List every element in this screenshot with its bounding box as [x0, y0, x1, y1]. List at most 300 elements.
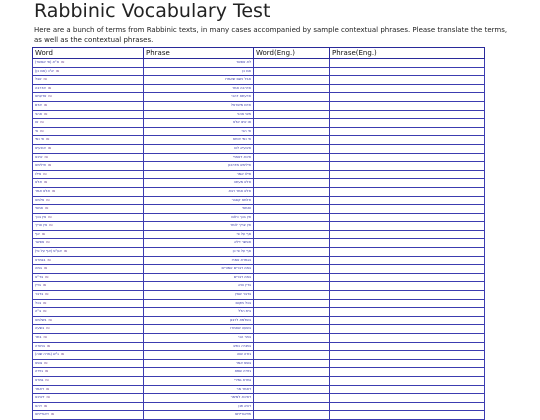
phrase-translation-cell[interactable] [330, 67, 485, 76]
table-row [33, 265, 485, 274]
table-row [33, 359, 485, 368]
hebrew-word: א"כ (אם כן) [35, 68, 54, 73]
phrase-translation-cell[interactable] [330, 153, 485, 162]
word-cell [33, 385, 144, 394]
phrase-translation-cell[interactable] [330, 162, 485, 171]
word-translation-cell[interactable] [254, 76, 330, 85]
word-tag: סו [46, 240, 50, 245]
word-tag: סו [46, 197, 50, 202]
hebrew-phrase: בתר הכי [144, 334, 254, 343]
word-tag: סו [43, 309, 47, 314]
word-cell [33, 136, 144, 145]
word-cell [33, 308, 144, 317]
phrase-translation-cell[interactable] [330, 265, 485, 274]
phrase-translation-cell[interactable] [330, 187, 485, 196]
word-tag: סו [46, 343, 51, 348]
word-tag: סו [44, 360, 48, 365]
hebrew-phrase: אפשר דלא [144, 239, 254, 248]
hebrew-phrase: אילו אמר [144, 170, 254, 179]
table-row [33, 256, 485, 265]
word-translation-cell[interactable] [254, 265, 330, 274]
word-translation-cell[interactable] [254, 291, 330, 300]
hebrew-phrase: גמרא גמירי [144, 376, 254, 385]
instructions-text: Here are a bunch of terms from Rabbinic texts, in many cases accompanied by sample contextual phrases. Please translate the terms, as well as the contextual phrases. [34, 26, 508, 44]
word-cell [33, 196, 144, 205]
hebrew-word: אדרבה [35, 85, 46, 90]
word-translation-cell[interactable] [254, 170, 330, 179]
word-tag: סו [44, 154, 48, 159]
hebrew-phrase: אלמא קסבר [144, 196, 254, 205]
phrase-translation-cell[interactable] [330, 179, 485, 188]
hebrew-word: בכל [35, 300, 42, 305]
hebrew-word: אין בכך [35, 214, 47, 219]
phrase-translation-cell[interactable] [330, 308, 485, 317]
vocabulary-table [32, 47, 485, 420]
table-row [33, 187, 485, 196]
word-cell [33, 162, 144, 171]
phrase-translation-cell[interactable] [330, 110, 485, 119]
word-cell [33, 359, 144, 368]
hebrew-word: בגמרא [35, 257, 46, 262]
word-translation-cell[interactable] [254, 394, 330, 403]
word-tag: סו [43, 77, 47, 82]
word-cell [33, 282, 144, 291]
word-translation-cell[interactable] [254, 359, 330, 368]
word-cell [33, 222, 144, 231]
table-row [33, 282, 485, 291]
table-row [33, 196, 485, 205]
hebrew-phrase: אין בכך כלום [144, 213, 254, 222]
phrase-translation-cell[interactable] [330, 144, 485, 153]
table-row [33, 136, 485, 145]
hebrew-word: איבעיא [35, 145, 46, 150]
hebrew-word: בדבר [35, 292, 44, 297]
hebrew-word: גזירה [35, 369, 43, 374]
phrase-translation-cell[interactable] [330, 59, 485, 68]
word-translation-cell[interactable] [254, 239, 330, 248]
table-header-row [33, 48, 485, 59]
word-cell [33, 351, 144, 360]
table-row [33, 376, 485, 385]
hebrew-phrase: בדין הוא [144, 282, 254, 291]
word-cell [33, 127, 144, 136]
hebrew-phrase: אי נמי אימא [144, 136, 254, 145]
word-translation-cell[interactable] [254, 256, 330, 265]
hebrew-phrase: איכא דאמרי [144, 153, 254, 162]
phrase-translation-cell[interactable] [330, 119, 485, 128]
word-tag: סו [45, 377, 49, 382]
word-cell [33, 265, 144, 274]
word-translation-cell[interactable] [254, 368, 330, 377]
table-body [33, 59, 485, 420]
phrase-translation-cell[interactable] [330, 376, 485, 385]
page-title: Rabbinic Vocabulary Test [34, 0, 271, 22]
hebrew-phrase: אי הכי [144, 127, 254, 136]
word-tag: סו [47, 257, 51, 262]
phrase-translation-cell[interactable] [330, 359, 485, 368]
word-translation-cell[interactable] [254, 308, 330, 317]
hebrew-phrase: איבעיא להו [144, 144, 254, 153]
hebrew-word: בשעה [35, 326, 45, 331]
word-cell [33, 119, 144, 128]
phrase-translation-cell[interactable] [330, 273, 485, 282]
hebrew-word: אלא אמר [35, 188, 50, 193]
word-tag: סו [45, 292, 49, 297]
word-translation-cell[interactable] [254, 376, 330, 385]
word-translation-cell[interactable] [254, 93, 330, 102]
table-row [33, 222, 485, 231]
word-cell [33, 101, 144, 110]
hebrew-word: בתר [35, 335, 42, 339]
table-row [33, 402, 485, 411]
word-translation-cell[interactable] [254, 59, 330, 68]
word-cell [33, 110, 144, 119]
word-translation-cell[interactable] [254, 179, 330, 188]
table-row [33, 368, 485, 377]
word-tag: סו [45, 206, 49, 211]
hebrew-word: אהני [35, 111, 42, 116]
phrase-translation-cell[interactable] [330, 411, 485, 420]
word-translation-cell[interactable] [254, 334, 330, 343]
hebrew-word: אילימא [35, 163, 46, 168]
table-row [33, 325, 485, 334]
hebrew-word: אי נמי [35, 137, 45, 142]
word-tag: סו [48, 214, 52, 219]
phrase-translation-cell[interactable] [330, 325, 485, 334]
table-row [33, 179, 485, 188]
phrase-translation-cell[interactable] [330, 256, 485, 265]
word-cell [33, 153, 144, 162]
word-translation-cell[interactable] [254, 187, 330, 196]
word-cell [33, 239, 144, 248]
hebrew-phrase: לא אפשר [144, 59, 254, 68]
hebrew-word: אדם [35, 102, 42, 107]
hebrew-word: בד"א [35, 274, 44, 279]
word-cell [33, 402, 144, 411]
word-tag: סו [46, 395, 50, 400]
table-row [33, 291, 485, 300]
hebrew-phrase: אף על פי [144, 230, 254, 239]
hebrew-word: אבל [35, 77, 42, 82]
phrase-translation-cell[interactable] [330, 76, 485, 85]
word-translation-cell[interactable] [254, 136, 330, 145]
phrase-translation-cell[interactable] [330, 402, 485, 411]
phrase-translation-cell[interactable] [330, 230, 485, 239]
word-translation-cell[interactable] [254, 162, 330, 171]
hebrew-word: אף [35, 231, 40, 236]
hebrew-word: אמאי [35, 206, 44, 211]
word-translation-cell[interactable] [254, 205, 330, 214]
hebrew-phrase: במה דברים אמורים [144, 265, 254, 274]
word-cell [33, 248, 144, 257]
hebrew-word: אילו [35, 171, 42, 176]
table-row [33, 411, 485, 420]
word-tag: סו [60, 60, 65, 64]
word-tag: סו [46, 326, 50, 331]
word-tag: סו [43, 266, 48, 271]
hebrew-phrase: אם כן [144, 67, 254, 76]
hebrew-phrase: אדרבה אמר [144, 84, 254, 93]
table-row [33, 316, 485, 325]
table-row [33, 170, 485, 179]
table-row [33, 67, 485, 76]
hebrew-word: אין צריך [35, 223, 48, 228]
table-row [33, 273, 485, 282]
hebrew-word: בתורה [35, 343, 45, 348]
hebrew-phrase: גזירה שמא [144, 368, 254, 377]
word-tag: סו [63, 249, 68, 254]
word-translation-cell[interactable] [254, 351, 330, 360]
word-tag: סו [47, 145, 52, 150]
phrase-translation-cell[interactable] [330, 101, 485, 110]
hebrew-phrase: בכל מקום [144, 299, 254, 308]
word-tag: סו [43, 102, 48, 107]
phrase-translation-cell[interactable] [330, 342, 485, 351]
word-cell [33, 76, 144, 85]
table-row [33, 110, 485, 119]
table-row [33, 127, 485, 136]
word-cell [33, 67, 144, 76]
word-cell [33, 93, 144, 102]
hebrew-phrase: מאי אהני [144, 110, 254, 119]
hebrew-phrase: אדם מישראל [144, 101, 254, 110]
table-row [33, 308, 485, 317]
hebrew-word: במה [35, 266, 42, 271]
table-row [33, 351, 485, 360]
hebrew-word: בדין [35, 283, 41, 288]
word-translation-cell[interactable] [254, 248, 330, 257]
table-row [33, 205, 485, 214]
table-row [33, 119, 485, 128]
table-row [33, 144, 485, 153]
word-tag: סו [51, 188, 56, 193]
word-tag: סו [45, 386, 50, 391]
phrase-translation-cell[interactable] [330, 205, 485, 214]
word-tag: סו [50, 412, 55, 417]
word-translation-cell[interactable] [254, 342, 330, 351]
hebrew-phrase: בית הלל [144, 308, 254, 317]
hebrew-phrase: בגמרא אמרו [144, 256, 254, 265]
word-tag: סו [45, 274, 49, 279]
word-tag: סו [60, 352, 65, 357]
column-header-phrase: Phrase [144, 48, 254, 59]
word-tag: סו [40, 120, 44, 125]
hebrew-word: אע"פ (אף על פי) [35, 249, 62, 254]
hebrew-phrase: מדאורייתא [144, 411, 254, 420]
table-row [33, 342, 485, 351]
hebrew-word: אפשר [35, 240, 45, 245]
word-translation-cell[interactable] [254, 110, 330, 119]
hebrew-phrase: בתורה כתיב [144, 342, 254, 351]
word-tag: סו [49, 223, 53, 228]
word-tag: סו [44, 369, 49, 374]
hebrew-phrase: בשעה שאמרו [144, 325, 254, 334]
word-translation-cell[interactable] [254, 127, 330, 136]
word-cell [33, 256, 144, 265]
word-translation-cell[interactable] [254, 385, 330, 394]
hebrew-phrase: דאיכא למימר [144, 394, 254, 403]
word-translation-cell[interactable] [254, 222, 330, 231]
table-row [33, 248, 485, 257]
word-translation-cell[interactable] [254, 213, 330, 222]
table-row [33, 239, 485, 248]
hebrew-phrase: בדבר שאין [144, 291, 254, 300]
word-cell [33, 325, 144, 334]
word-cell [33, 170, 144, 179]
word-translation-cell[interactable] [254, 153, 330, 162]
table-row [33, 59, 485, 68]
word-translation-cell[interactable] [254, 325, 330, 334]
phrase-translation-cell[interactable] [330, 368, 485, 377]
hebrew-phrase: אין צריך לומר [144, 222, 254, 231]
word-translation-cell[interactable] [254, 230, 330, 239]
word-tag: סו [42, 283, 47, 288]
word-cell [33, 230, 144, 239]
phrase-translation-cell[interactable] [330, 316, 485, 325]
word-tag: סו [41, 231, 46, 236]
phrase-translation-cell[interactable] [330, 213, 485, 222]
column-header-word-eng: Word(Eng.) [254, 48, 330, 59]
word-cell [33, 273, 144, 282]
table-row [33, 101, 485, 110]
hebrew-word: אלמא [35, 197, 45, 202]
hebrew-word: ב"ה [35, 309, 42, 314]
hebrew-phrase: גופא אמר [144, 359, 254, 368]
hebrew-phrase: בשלמא לרבנן [144, 316, 254, 325]
hebrew-word: ג"ש (גזרה שוה) [35, 352, 59, 357]
word-cell [33, 299, 144, 308]
hebrew-phrase: ואמאי [144, 205, 254, 214]
phrase-translation-cell[interactable] [330, 93, 485, 102]
phrase-translation-cell[interactable] [330, 282, 485, 291]
phrase-translation-cell[interactable] [330, 385, 485, 394]
word-translation-cell[interactable] [254, 282, 330, 291]
word-cell [33, 205, 144, 214]
word-translation-cell[interactable] [254, 101, 330, 110]
phrase-translation-cell[interactable] [330, 136, 485, 145]
word-cell [33, 179, 144, 188]
word-translation-cell[interactable] [254, 119, 330, 128]
hebrew-word: א"א (אי אפשר) [35, 60, 59, 64]
hebrew-word: דאיכא [35, 395, 45, 400]
word-translation-cell[interactable] [254, 411, 330, 420]
word-cell [33, 342, 144, 351]
word-tag: סו [43, 171, 47, 176]
word-translation-cell[interactable] [254, 402, 330, 411]
hebrew-phrase: אדעתא דהכי [144, 93, 254, 102]
word-tag: סו [55, 68, 60, 73]
phrase-translation-cell[interactable] [330, 222, 485, 231]
word-cell [33, 144, 144, 153]
table-row [33, 394, 485, 403]
word-cell [33, 187, 144, 196]
word-cell [33, 376, 144, 385]
word-cell [33, 59, 144, 68]
phrase-translation-cell[interactable] [330, 351, 485, 360]
word-cell [33, 394, 144, 403]
word-cell [33, 334, 144, 343]
hebrew-phrase: דהא תנן [144, 402, 254, 411]
column-header-phrase-eng: Phrase(Eng.) [330, 48, 485, 59]
table-row [33, 76, 485, 85]
word-tag: סו [43, 180, 48, 185]
hebrew-phrase: אילימא מדרבנן [144, 162, 254, 171]
word-translation-cell[interactable] [254, 144, 330, 153]
word-tag: סו [40, 128, 44, 133]
word-tag: סו [44, 111, 48, 116]
word-translation-cell[interactable] [254, 273, 330, 282]
word-cell [33, 316, 144, 325]
hebrew-word: או [35, 120, 39, 125]
hebrew-phrase: במה דברים [144, 273, 254, 282]
table-row [33, 153, 485, 162]
hebrew-word: בשלמא [35, 317, 47, 322]
hebrew-phrase: אלא אמר רבא [144, 187, 254, 196]
word-cell [33, 291, 144, 300]
word-translation-cell[interactable] [254, 316, 330, 325]
phrase-translation-cell[interactable] [330, 170, 485, 179]
word-translation-cell[interactable] [254, 84, 330, 93]
word-cell [33, 213, 144, 222]
word-translation-cell[interactable] [254, 299, 330, 308]
word-translation-cell[interactable] [254, 196, 330, 205]
table-row [33, 299, 485, 308]
word-tag: סו [47, 163, 52, 168]
word-cell [33, 84, 144, 93]
phrase-translation-cell[interactable] [330, 291, 485, 300]
hebrew-word: אדעתא [35, 94, 47, 99]
hebrew-word: גופא [35, 360, 43, 365]
table-row [33, 162, 485, 171]
hebrew-phrase: או אינו אלא [144, 119, 254, 128]
table-row [33, 84, 485, 93]
phrase-translation-cell[interactable] [330, 299, 485, 308]
word-translation-cell[interactable] [254, 67, 330, 76]
hebrew-phrase: אבל כשם שאמרו [144, 76, 254, 85]
phrase-translation-cell[interactable] [330, 248, 485, 257]
word-tag: סו [47, 85, 52, 90]
table-row [33, 334, 485, 343]
hebrew-word: איכא [35, 154, 43, 159]
hebrew-phrase: אף על פי כן [144, 248, 254, 257]
word-tag: סו [43, 403, 48, 408]
hebrew-word: דאמר [35, 386, 44, 391]
phrase-translation-cell[interactable] [330, 239, 485, 248]
word-tag: סו [48, 94, 52, 99]
word-tag: סו [43, 335, 47, 339]
table-row [33, 385, 485, 394]
phrase-translation-cell[interactable] [330, 127, 485, 136]
hebrew-word: דאורייתא [35, 412, 49, 417]
table-row [33, 213, 485, 222]
table-row [33, 230, 485, 239]
hebrew-word: אלא [35, 180, 42, 185]
word-cell [33, 368, 144, 377]
phrase-translation-cell[interactable] [330, 334, 485, 343]
phrase-translation-cell[interactable] [330, 394, 485, 403]
hebrew-word: אי [35, 128, 39, 133]
phrase-translation-cell[interactable] [330, 196, 485, 205]
word-tag: סו [43, 300, 47, 305]
table-row [33, 93, 485, 102]
word-tag: סו [46, 137, 50, 142]
phrase-translation-cell[interactable] [330, 84, 485, 93]
word-cell [33, 411, 144, 420]
hebrew-phrase: דאמר מר [144, 385, 254, 394]
hebrew-phrase: גזרה שוה [144, 351, 254, 360]
word-tag: סו [48, 317, 52, 322]
hebrew-word: דהא [35, 403, 42, 408]
